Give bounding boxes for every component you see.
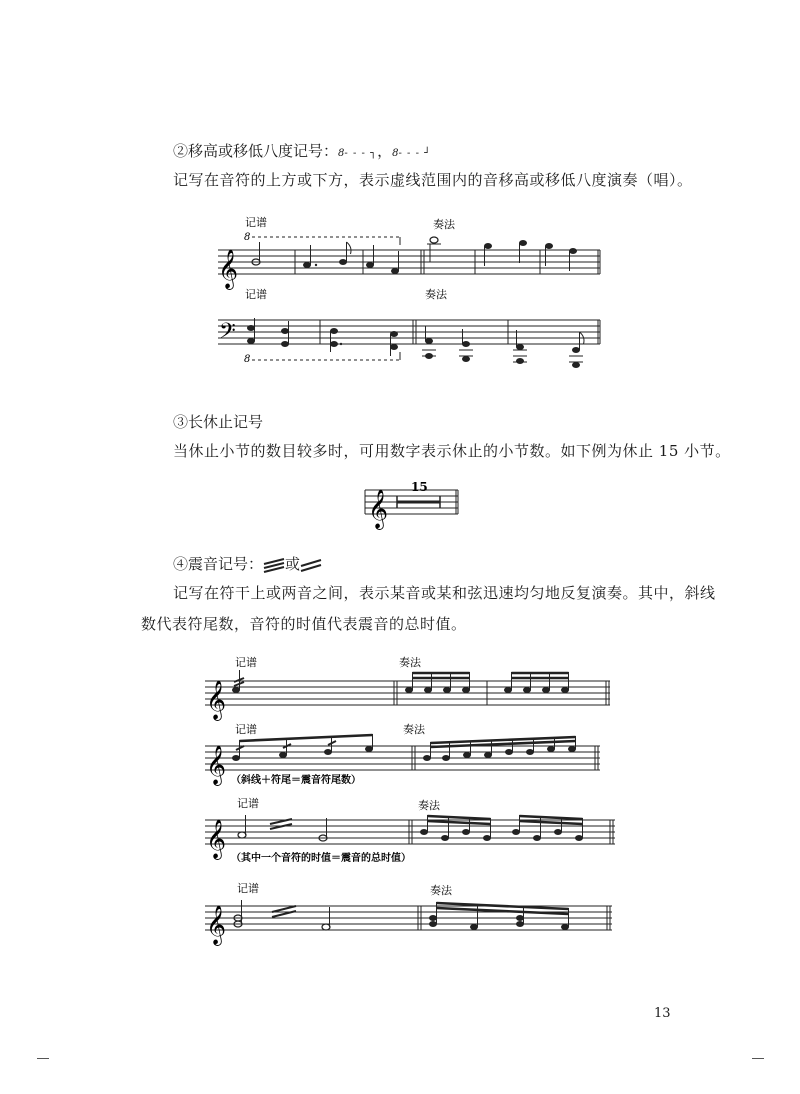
tremolo-heading [173, 553, 322, 574]
trem1-played-label: 奏法 [399, 656, 421, 669]
rest-heading: ③长休止记号 [173, 413, 264, 431]
tremolo-heading-or: 或 [285, 555, 301, 573]
tremolo-example-3 [205, 797, 615, 864]
tremolo-heading-text: ④震音记号： [173, 555, 264, 573]
tremolo-example-2 [205, 722, 600, 786]
octave-heading-text: ②移高或移低八度记号： [173, 142, 339, 160]
treble-written-label: 记谱 [245, 216, 267, 229]
margin-mark-right [752, 1058, 764, 1059]
note [366, 262, 374, 268]
treble-clef-icon: 𝄞 [206, 680, 227, 720]
note [569, 248, 577, 254]
trem2-written-label: 记谱 [235, 723, 257, 736]
multirest-example [365, 480, 458, 530]
rest-body: 当休止小节的数目较多时，可用数字表示休止的小节数。如下例为休止 15 小节。 [173, 442, 731, 460]
trem4-played-label: 奏法 [430, 884, 452, 897]
treble-staff [218, 250, 600, 274]
note [519, 240, 527, 246]
note [484, 243, 492, 249]
bass-written-label: 记谱 [245, 288, 267, 301]
octave-below-symbol: 8 [392, 148, 399, 159]
trem3-caption: （其中一个音符的时值＝震音的总时值） [231, 853, 411, 864]
trem3-written-label: 记谱 [237, 797, 259, 810]
note [391, 268, 399, 274]
page-number: 13 [654, 1006, 671, 1021]
treble-clef-icon: 𝄞 [368, 489, 389, 529]
treble-octave-example [218, 216, 600, 290]
trem2-caption: （斜线＋符尾＝震音符尾数） [231, 775, 361, 786]
trem2-played-label: 奏法 [403, 723, 425, 736]
tremolo-example-1 [205, 655, 610, 721]
note [339, 259, 347, 265]
tremolo-triple-slash-icon [263, 558, 285, 572]
bass-octave-example [218, 287, 600, 368]
tremolo-body-line-1: 记写在符干上或两音之间，表示某音或某和弦迅速均匀地反复演奏。其中，斜线 [173, 584, 716, 602]
treble-clef-icon: 𝄞 [218, 249, 239, 289]
note [430, 237, 438, 243]
margin-mark-left [37, 1058, 49, 1059]
bass-octave-mark: 8 [244, 354, 251, 365]
octave-heading: ②移高或移低八度记号：8- - - ┐，8- - - ┘ [173, 142, 432, 160]
trem3-played-label: 奏法 [418, 799, 440, 812]
trem4-written-label: 记谱 [237, 882, 259, 895]
treble-clef-icon: 𝄞 [206, 905, 227, 945]
note [545, 243, 553, 249]
multirest-count: 15 [411, 480, 428, 494]
bass-clef-icon: 𝄢 [219, 319, 236, 349]
octave-body: 记写在音符的上方或下方，表示虚线范围内的音移高或移低八度演奏（唱）。 [173, 171, 693, 189]
treble-octave-mark: 8 [244, 232, 251, 243]
trem1-written-label: 记谱 [235, 656, 257, 669]
note [303, 262, 311, 268]
tremolo-body-line-2: 数代表符尾数，音符的时值代表震音的总时值。 [141, 615, 467, 633]
bass-played-label: 奏法 [425, 288, 447, 301]
treble-clef-icon: 𝄞 [206, 745, 227, 785]
bass-staff [218, 320, 600, 344]
octave-symbol-separator: ， [377, 142, 393, 160]
treble-played-label: 奏法 [433, 218, 455, 231]
treble-clef-icon: 𝄞 [206, 819, 227, 859]
octave-above-symbol: 8 [338, 148, 345, 159]
tremolo-double-slash-icon [300, 558, 322, 572]
tremolo-example-4 [205, 882, 612, 946]
